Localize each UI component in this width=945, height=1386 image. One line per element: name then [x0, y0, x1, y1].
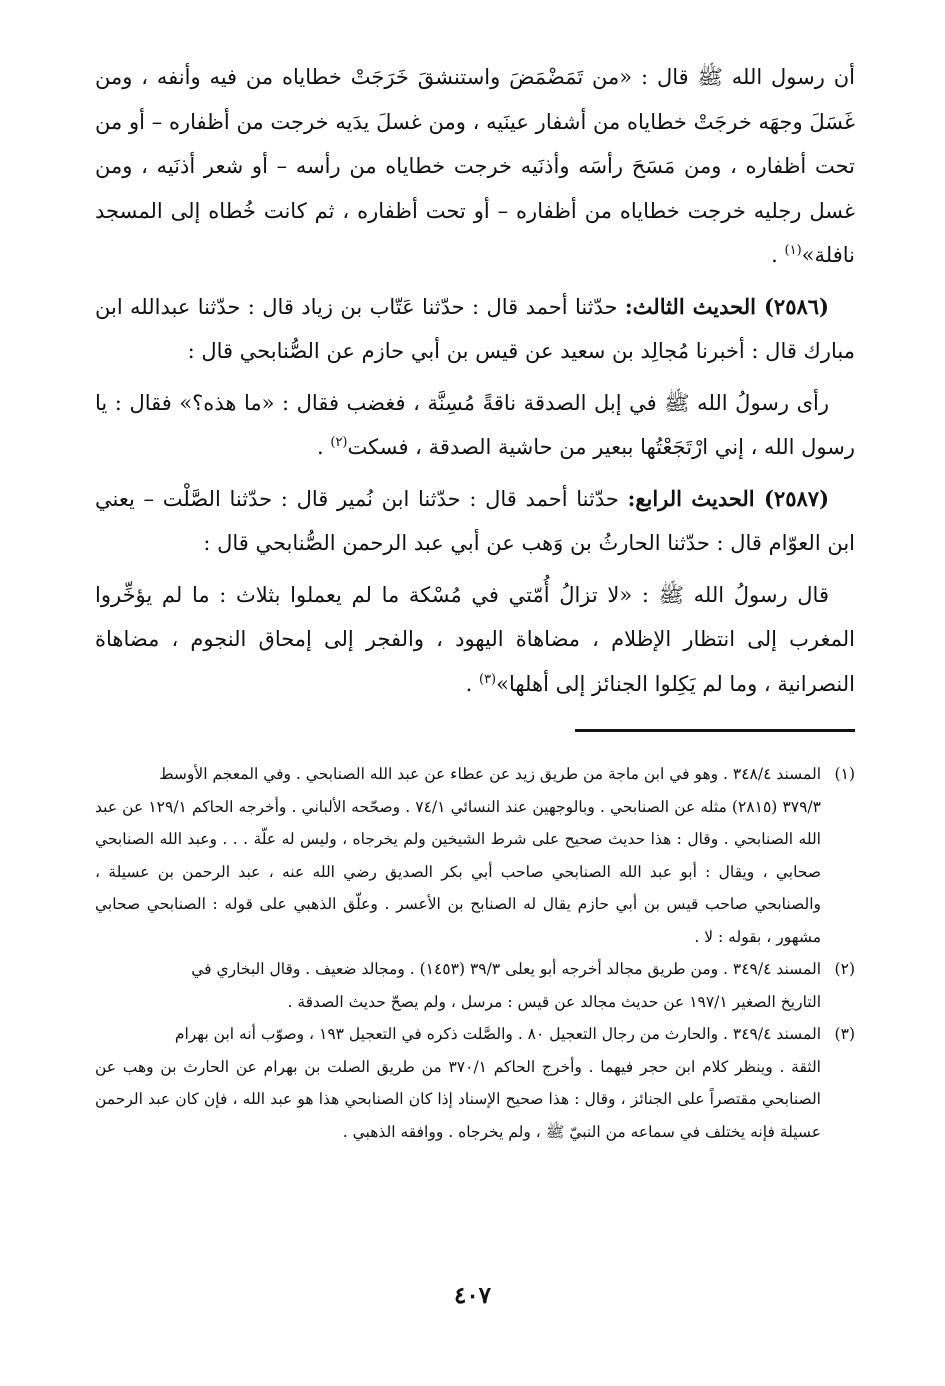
paragraph-hadith-3-isnad [95, 285, 855, 374]
footnotes [95, 758, 855, 1148]
footnote-number: (٢) [834, 960, 855, 978]
footnote-ref-3[interactable]: (٣) [478, 671, 497, 687]
footnote-2 [95, 953, 855, 986]
paragraph-text: رأى رسولُ الله ﷺ في إبل الصدقة ناقةً مُسِنَّة ، فغضب فقال : «ما هذه؟» فقال : يا رسول الله ، إني ارْتَجَعْتُها ببعير من حاشية الصدقة ، فسكت [95, 390, 855, 459]
hadith-heading-2586: (٢٥٨٦) الحديث الثالث: [624, 293, 829, 319]
hadith-heading-2587: (٢٥٨٧) الحديث الرابع: [627, 485, 829, 511]
footnote-ref-2[interactable]: (٢) [330, 435, 348, 450]
paragraph-hadith-3-matn: رأى رسولُ الله ﷺ في إبل الصدقة ناقةً مُسِنَّة ، فغضب فقال : «ما هذه؟» فقال : يا رسول الله ، إني ارْتَجَعْتُها ببعير من حاشية الصدقة ، فسكت$^{(٢)}$ . [95, 390, 855, 459]
footnote-3 [95, 1018, 855, 1051]
footnote-1 [95, 758, 855, 791]
paragraph-text: حدّثنا أحمد قال : حدّثنا ابن نُمير قال : حدّثنا الصَّلْت – يعني ابن العوّام قال : حدّثنا الحارثُ بن وَهب عن أبي عبد الرحمن الصُّنابحي قال : [95, 486, 855, 555]
footnote-divider [575, 729, 855, 732]
footnote-2-continued: التاريخ الصغير ١٩٧/١ عن حديث مجالد عن قيس : مرسل ، ولم يصحّ حديث الصدقة . [287, 992, 821, 1011]
footnote-ref-1[interactable]: (١) [784, 243, 802, 258]
paragraph-text: أن رسول الله ﷺ قال : «من تَمَضْمَضَ واستنشقَ خَرَجَتْ خطاياه من فيه وأنفه ، ومن غَسَلَ وجهَه خرجَتْ خطاياه من أشفار عينَيه ، ومن غسلَ يدَيه خرجت من أظفاره – أو من تحت أظفاره ، ومن مَسَحَ رأسَه وأذنَيه خرجت خطاياه من رأسه – أو شعر أذنَيه ، ومن غسل رجليه خرجت خطاياه من أظفاره – أو تحت أظفاره ، ثم كانت خُطاه إلى المسجد نافلة» [95, 65, 855, 267]
paragraph-hadith-4-matn: قال رسولُ الله ﷺ : «لا تزالُ أُمّتي في مُسْكة ما لم يعملوا بثلاث : ما لم يؤخِّروا المغرب إلى انتظار الإظلام ، مضاهاة اليهود ، والفجر إلى إمحاق النجوم ، مضاهاة النصرانية ، وما لم يَكِلوا الجنائز إلى أهلها»$^{(٣)}$ . [95, 582, 855, 696]
footnote-3-continued: الثقة . وينظر كلام ابن حجر فيهما . وأخرج الحاكم ٣٧٠/١ من طريق الصلت بن بهرام عن الحارث بن وهب عن الصنابحي مقتصراً على الجنائز ، وقال : هذا صحيح الإسناد إذا كان الصنابحي هذا هو عبد الله ، فإن كان عبد الرحمن عسيلة فإنه يختلف في سماعه من النبيّ ﷺ ، ولم يخرجاه . ووافقه الذهبي . [95, 1057, 821, 1141]
paragraph-text: حدّثنا أحمد قال : حدّثنا عَتّاب بن زياد قال : حدّثنا عبدالله ابن مبارك قال : أخبرنا مُجالِد بن سعيد عن قيس بن أبي حازم عن الصُّنابحي قال : [95, 294, 855, 363]
footnote-text: المسند ٣٤٨/٤ . وهو في ابن ماجة من طريق زيد عن عطاء عن عبد الله الصنابحي . وفي المعجم الأوسط [159, 765, 821, 783]
paragraph-text: قال رسولُ الله ﷺ : «لا تزالُ أُمّتي في مُسْكة ما لم يعملوا بثلاث : ما لم يؤخِّروا المغرب إلى انتظار الإظلام ، مضاهاة اليهود ، والفجر إلى إمحاق النجوم ، مضاهاة النصرانية ، وما لم يَكِلوا الجنائز إلى أهلها» [95, 582, 855, 696]
paragraph-hadith-4-isnad [95, 477, 855, 566]
footnote-number: (١) [834, 765, 855, 783]
footnote-text: المسند ٣٤٩/٤ . والحارث من رجال التعجيل ٨٠ . والصَّلت ذكره في التعجيل ١٩٣ ، وصوّب أنه ابن بهرام [174, 1025, 821, 1043]
page-number: ٤٠٧ [453, 1282, 492, 1309]
footnote-1-continued: ٣٧٩/٣ (٢٨١٥) مثله عن الصنابحي . وبالوجهين عند النسائي ٧٤/١ . وصحّحه الألباني . وأخرجه الحاكم ١٢٩/١ عن عبد الله الصنابحي . وقال : هذا حديث صحيح على شرط الشيخين ولم يخرجاه ، وليس له علّة . . . وعبد الله الصنابحي صحابي ، ويقال : أبو عبد الله الصنابحي صاحب أبي بكر الصديق رضي الله عنه ، عبد الرحمن بن عسيلة ، والصنابحي صاحب قيس بن أبي حازم يقال له الصنابح بن الأعسر . وعلّق الذهبي على قوله : الصنابحي صحابي مشهور ، بقوله : لا . [95, 797, 821, 946]
footnote-text: المسند ٣٤٩/٤ . ومن طريق مجالد أخرجه أبو يعلى ٣٩/٣ (١٤٥٣) . ومجالد ضعيف . وقال البخاري في [191, 960, 821, 978]
paragraph-hadith-2-text: أن رسول الله ﷺ قال : «من تَمَضْمَضَ واستنشقَ خَرَجَتْ خطاياه من فيه وأنفه ، ومن غَسَلَ وجهَه خرجَتْ خطاياه من أشفار عينَيه ، ومن غسلَ يدَيه خرجت من أظفاره – أو من تحت أظفاره ، ومن مَسَحَ رأسَه وأذنَيه خرجت خطاياه من رأسه – أو شعر أذنَيه ، ومن غسل رجليه خرجت خطاياه من أظفاره – أو تحت أظفاره ، ثم كانت خُطاه إلى المسجد نافلة»$^{(١)}$ . [95, 65, 855, 267]
footnote-number: (٣) [834, 1025, 855, 1043]
